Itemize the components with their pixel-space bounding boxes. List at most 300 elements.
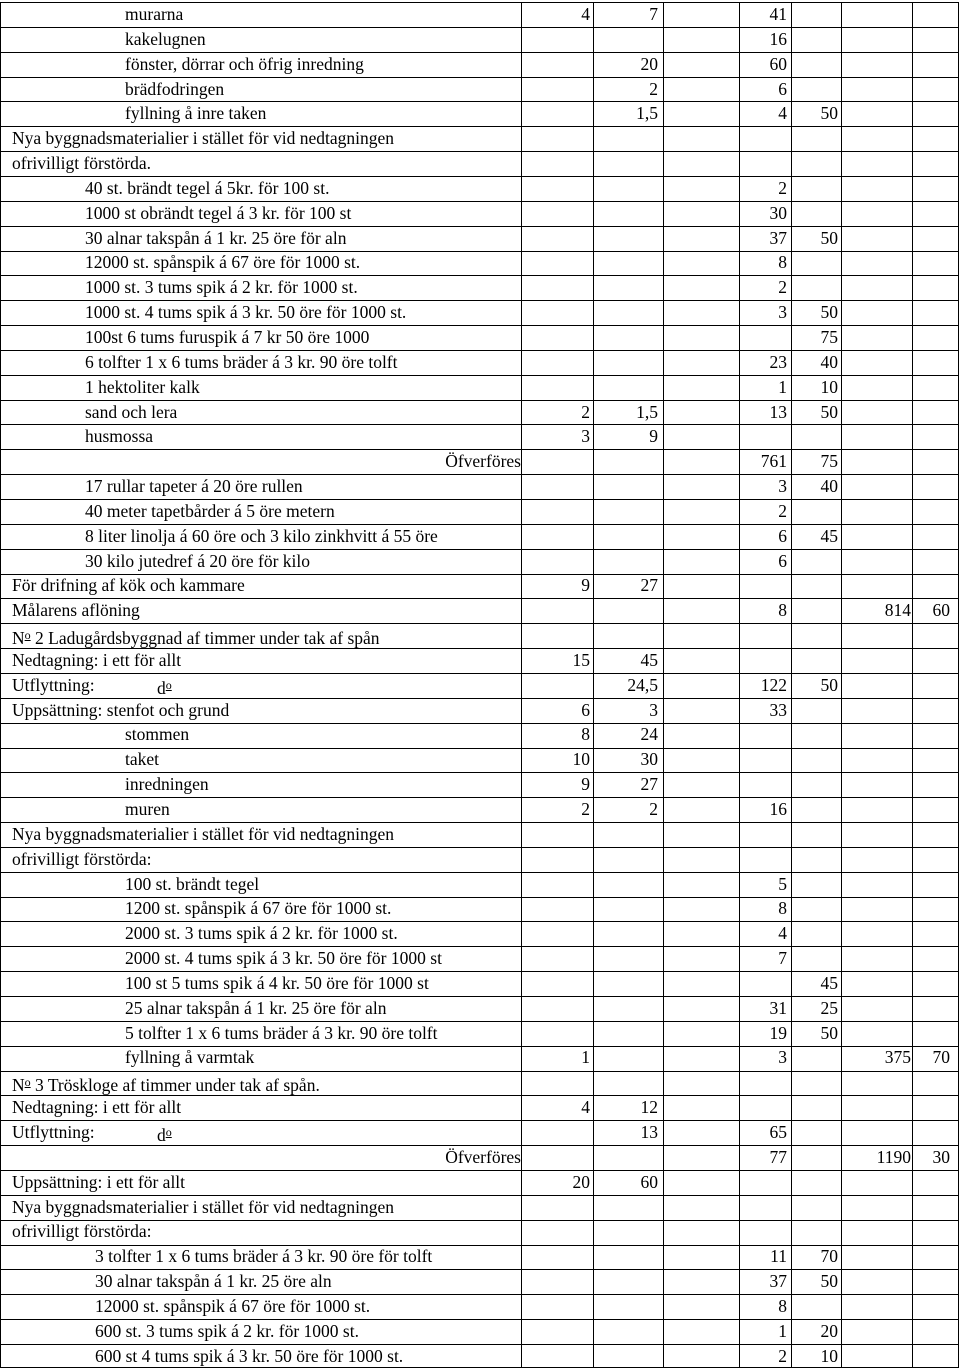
amount-cell-c4: 45 <box>820 525 838 546</box>
ledger-row <box>0 151 960 176</box>
grid-horizontal-line <box>0 524 959 525</box>
row-description-text: sand och lera <box>85 401 178 422</box>
row-description <box>95 1344 403 1369</box>
grid-vertical-line <box>739 2 740 1367</box>
grid-horizontal-line <box>0 375 959 376</box>
row-description-text: Uppsättning: i ett för allt <box>12 1171 186 1192</box>
row-description-text: 1000 st. 3 tums spik á 2 kr. för 1000 st. <box>85 277 358 298</box>
row-description <box>12 648 181 673</box>
ledger-row <box>0 400 960 425</box>
row-description-text: 100st 6 tums furuspik á 7 kr 50 öre 1000 <box>85 326 370 347</box>
row-description <box>125 1021 438 1046</box>
amount-cell-c3: 33 <box>769 699 787 720</box>
grid-horizontal-line <box>0 946 959 947</box>
amount-cell-c2: 45 <box>640 649 658 670</box>
row-description <box>12 1195 394 1220</box>
ledger-row <box>0 549 960 574</box>
row-description-text: 30 alnar takspån á 1 kr. 25 öre aln <box>95 1271 332 1292</box>
row-description-text: muren <box>125 799 170 819</box>
ledger-row <box>0 424 960 449</box>
ledger-row <box>0 1344 960 1369</box>
row-description-text: fyllning å inre taken <box>125 103 267 124</box>
ledger-row <box>0 176 960 201</box>
grid-horizontal-line <box>0 474 959 475</box>
grid-horizontal-line <box>0 1195 959 1196</box>
amount-cell-c3: 41 <box>769 4 787 24</box>
ledger-row <box>0 822 960 847</box>
grid-horizontal-line <box>0 151 959 152</box>
ledger-row <box>0 1170 960 1195</box>
ledger-row <box>0 52 960 77</box>
ledger-row <box>0 648 960 673</box>
amount-cell-c1: 9 <box>581 575 590 596</box>
row-description-text: ofrivilligt förstörda: <box>12 848 152 869</box>
amount-cell-c5: 814 <box>884 600 911 621</box>
grid-horizontal-line <box>0 1269 959 1270</box>
amount-cell-c3: 122 <box>760 674 787 695</box>
amount-cell-c6: 70 <box>932 1047 950 1068</box>
grid-horizontal-line <box>0 971 959 972</box>
amount-cell-c3: 2 <box>778 277 787 298</box>
row-description <box>125 747 159 772</box>
grid-horizontal-line <box>0 400 959 401</box>
row-description <box>125 101 266 126</box>
amount-cell-c4: 75 <box>820 451 838 472</box>
grid-horizontal-line <box>0 52 959 53</box>
amount-cell-c4: 40 <box>820 351 838 372</box>
row-description <box>12 847 152 872</box>
amount-cell-c3: 31 <box>769 997 787 1018</box>
ditto-mark <box>157 673 172 701</box>
row-description-text: murarna <box>125 4 184 24</box>
amount-cell-c3: 3 <box>778 476 787 497</box>
amount-cell-c3: 3 <box>778 302 787 323</box>
ledger-table <box>0 2 960 1368</box>
grid-vertical-line <box>912 2 913 1367</box>
amount-cell-c3: 2 <box>778 1345 787 1366</box>
grid-vertical-line <box>593 2 594 1367</box>
ledger-row <box>0 275 960 300</box>
grid-horizontal-line <box>0 772 959 773</box>
amount-cell-c2: 1,5 <box>636 401 658 422</box>
amount-cell-c3: 4 <box>778 923 787 944</box>
amount-cell-c2: 24 <box>640 724 658 745</box>
grid-horizontal-line <box>0 1046 959 1047</box>
amount-cell-c3: 8 <box>778 1295 787 1316</box>
amount-cell-c1: 4 <box>581 4 590 24</box>
ledger-row <box>0 797 960 822</box>
row-description <box>95 1319 359 1344</box>
amount-cell-c3: 6 <box>778 525 787 546</box>
row-description-text: 12000 st. spånspik á 67 öre för 1000 st. <box>95 1295 371 1316</box>
amount-cell-c3: 2 <box>778 177 787 198</box>
amount-cell-c4: 40 <box>820 476 838 497</box>
amount-cell-c3: 4 <box>778 103 787 124</box>
row-description-text: fönster, dörrar och öfrig inredning <box>125 53 364 74</box>
grid-horizontal-line <box>0 300 959 301</box>
row-description <box>12 126 394 151</box>
row-description-text: Öfverföres <box>445 1146 521 1167</box>
row-description <box>12 623 380 651</box>
amount-cell-c2: 27 <box>640 774 658 795</box>
row-description <box>125 2 183 27</box>
row-description-text: 1000 st obrändt tegel á 3 kr. för 100 st <box>85 202 352 223</box>
ledger-row <box>0 1195 960 1220</box>
grid-horizontal-line <box>0 1220 959 1221</box>
row-description <box>85 424 153 449</box>
row-description <box>12 822 394 847</box>
ledger-row <box>0 1095 960 1120</box>
row-description <box>125 921 398 946</box>
ledger-row <box>0 623 960 648</box>
row-description <box>445 449 521 474</box>
ledger-row <box>0 375 960 400</box>
row-description-text: inredningen <box>125 774 209 795</box>
row-description-rest: 2 Ladugårdsbyggnad af timmer under tak af spån <box>30 628 380 649</box>
grid-horizontal-line <box>0 921 959 922</box>
grid-horizontal-line <box>0 872 959 873</box>
row-description <box>125 797 170 822</box>
grid-horizontal-line <box>0 325 959 326</box>
ledger-row <box>0 1244 960 1269</box>
row-description <box>125 52 364 77</box>
ledger-row <box>0 77 960 102</box>
numero-superscript: o <box>24 1075 31 1090</box>
amount-cell-c1: 2 <box>581 799 590 819</box>
amount-cell-c1: 15 <box>572 649 590 670</box>
ledger-row <box>0 27 960 52</box>
ledger-row <box>0 772 960 797</box>
amount-cell-c3: 11 <box>770 1246 787 1267</box>
ditto-mark <box>157 1120 172 1148</box>
row-description-text: Målarens aflöning <box>12 600 140 621</box>
grid-horizontal-line <box>0 201 959 202</box>
grid-horizontal-line <box>0 226 959 227</box>
amount-cell-c2: 9 <box>649 426 658 447</box>
amount-cell-c3: 77 <box>769 1146 787 1167</box>
row-description-text: ofrivilligt förstörda. <box>12 153 152 174</box>
row-description-text: 1200 st. spånspik á 67 öre för 1000 st. <box>125 898 392 919</box>
ledger-row <box>0 1294 960 1319</box>
row-description <box>12 1095 181 1120</box>
row-description <box>125 872 259 897</box>
row-description-text: N <box>12 628 25 649</box>
amount-cell-c3: 65 <box>769 1121 787 1142</box>
amount-cell-c2: 24,5 <box>627 674 658 695</box>
amount-cell-c4: 20 <box>820 1320 838 1341</box>
ditto-letter: d <box>157 677 166 698</box>
grid-horizontal-line <box>0 598 959 599</box>
grid-vertical-line <box>958 2 959 1367</box>
row-description <box>12 151 151 176</box>
amount-cell-c1: 1 <box>581 1047 590 1068</box>
grid-horizontal-line <box>0 797 959 798</box>
grid-horizontal-line <box>0 1367 959 1368</box>
amount-cell-c3: 37 <box>769 1271 787 1292</box>
grid-horizontal-line <box>0 350 959 351</box>
row-description <box>85 524 438 549</box>
ledger-row <box>0 996 960 1021</box>
row-description-text: 25 alnar takspån á 1 kr. 25 öre för aln <box>125 997 387 1018</box>
ditto-superscript: o <box>165 677 172 692</box>
amount-cell-c6: 60 <box>932 600 950 621</box>
amount-cell-c4: 10 <box>820 376 838 397</box>
ledger-row <box>0 896 960 921</box>
row-description-text: Utflyttning: <box>12 1121 95 1142</box>
row-description-text: 1000 st. 4 tums spik á 3 kr. 50 öre för 1000 st. <box>85 302 407 323</box>
grid-horizontal-line <box>0 897 959 898</box>
amount-cell-c2: 1,5 <box>636 103 658 124</box>
grid-horizontal-line <box>0 424 959 425</box>
grid-horizontal-line <box>0 549 959 550</box>
ledger-row <box>0 499 960 524</box>
amount-cell-c3: 60 <box>769 53 787 74</box>
row-description <box>12 698 229 723</box>
amount-cell-c3: 16 <box>769 28 787 49</box>
amount-cell-c3: 1 <box>778 1320 787 1341</box>
row-description <box>85 549 310 574</box>
grid-horizontal-line <box>0 673 959 674</box>
row-description <box>85 275 358 300</box>
amount-cell-c2: 3 <box>649 699 658 720</box>
amount-cell-c1: 3 <box>581 426 590 447</box>
row-description <box>12 1170 185 1195</box>
ledger-row <box>0 673 960 698</box>
grid-horizontal-line <box>0 1145 959 1146</box>
amount-cell-c5: 1190 <box>876 1146 911 1167</box>
amount-cell-c3: 2 <box>778 500 787 521</box>
row-description <box>125 996 386 1021</box>
row-description <box>125 27 206 52</box>
grid-horizontal-line <box>0 176 959 177</box>
grid-horizontal-line <box>0 1120 959 1121</box>
ditto-superscript: o <box>165 1124 172 1139</box>
row-description-text: 17 rullar tapeter á 20 öre rullen <box>85 476 303 497</box>
grid-horizontal-line <box>0 251 959 252</box>
ledger-row <box>0 872 960 897</box>
amount-cell-c1: 4 <box>581 1097 590 1118</box>
ledger-row <box>0 946 960 971</box>
grid-horizontal-line <box>0 2 959 3</box>
ledger-row <box>0 1269 960 1294</box>
grid-vertical-line <box>663 2 664 1367</box>
grid-horizontal-line <box>0 748 959 749</box>
amount-cell-c2: 27 <box>640 575 658 596</box>
grid-horizontal-line <box>0 126 959 127</box>
row-description-text: 3 tolfter 1 x 6 tums bräder á 3 kr. 90 öre för tolft <box>95 1246 433 1267</box>
amount-cell-c4: 45 <box>820 972 838 993</box>
row-description-text: Nedtagning: i ett för allt <box>12 1097 182 1118</box>
row-description <box>125 896 391 921</box>
ledger-row <box>0 474 960 499</box>
row-description <box>85 325 369 350</box>
row-description-text: 12000 st. spånspik á 67 öre för 1000 st. <box>85 252 361 273</box>
amount-cell-c1: 6 <box>581 699 590 720</box>
ditto-letter: d <box>157 1124 166 1145</box>
amount-cell-c2: 7 <box>649 4 658 24</box>
ledger-row <box>0 1120 960 1145</box>
amount-cell-c2: 60 <box>640 1171 658 1192</box>
amount-cell-c1: 2 <box>581 401 590 422</box>
row-description-text: N <box>12 1075 25 1096</box>
amount-cell-c4: 50 <box>820 103 838 124</box>
ledger-row <box>0 747 960 772</box>
grid-horizontal-line <box>0 77 959 78</box>
amount-cell-c2: 2 <box>649 799 658 819</box>
amount-cell-c1: 8 <box>581 724 590 745</box>
row-description <box>85 350 398 375</box>
grid-horizontal-line <box>0 1319 959 1320</box>
ledger-row <box>0 250 960 275</box>
row-description-text: 8 liter linolja á 60 öre och 3 kilo zinkhvitt á 55 öre <box>85 525 438 546</box>
row-description-text: Nya byggnadsmaterialier i stället för vid nedtagningen <box>12 823 394 844</box>
row-description <box>125 77 224 102</box>
row-description <box>85 250 360 275</box>
row-description <box>95 1244 432 1269</box>
row-description-text: ofrivilligt förstörda: <box>12 1221 152 1242</box>
ledger-row <box>0 971 960 996</box>
row-description-text: husmossa <box>85 426 154 447</box>
amount-cell-c4: 10 <box>820 1345 838 1366</box>
ledger-row <box>0 226 960 251</box>
row-description-text: fyllning å varmtak <box>125 1047 255 1068</box>
row-description-text: 100 st 5 tums spik á 4 kr. 50 öre för 1000 st <box>125 972 429 993</box>
ledger-row <box>0 1145 960 1170</box>
amount-cell-c3: 8 <box>778 252 787 273</box>
amount-cell-c1: 20 <box>572 1171 590 1192</box>
grid-horizontal-line <box>0 648 959 649</box>
ledger-row <box>0 201 960 226</box>
ledger-row <box>0 573 960 598</box>
ledger-row <box>0 1021 960 1046</box>
grid-horizontal-line <box>0 1095 959 1096</box>
amount-cell-c6: 30 <box>932 1146 950 1167</box>
amount-cell-c2: 30 <box>640 749 658 770</box>
row-description-text: Nya byggnadsmaterialier i stället för vid nedtagningen <box>12 1196 394 1217</box>
amount-cell-c2: 13 <box>640 1121 658 1142</box>
amount-cell-c3: 6 <box>778 78 787 99</box>
grid-horizontal-line <box>0 1294 959 1295</box>
ledger-row <box>0 698 960 723</box>
amount-cell-c4: 50 <box>820 227 838 248</box>
row-description <box>12 1070 320 1098</box>
ledger-row <box>0 449 960 474</box>
row-description <box>445 1145 521 1170</box>
grid-horizontal-line <box>0 275 959 276</box>
amount-cell-c1: 10 <box>572 749 590 770</box>
amount-cell-c3: 7 <box>778 948 787 969</box>
amount-cell-c2: 12 <box>640 1097 658 1118</box>
grid-horizontal-line <box>0 996 959 997</box>
row-description <box>85 499 335 524</box>
grid-horizontal-line <box>0 1021 959 1022</box>
amount-cell-c3: 8 <box>778 898 787 919</box>
row-description-text: Nya byggnadsmaterialier i stället för vid nedtagningen <box>12 128 394 149</box>
grid-horizontal-line <box>0 574 959 575</box>
amount-cell-c3: 13 <box>769 401 787 422</box>
grid-vertical-line <box>0 2 1 1367</box>
ledger-row <box>0 1219 960 1244</box>
row-description <box>12 1219 152 1244</box>
ledger-row <box>0 1319 960 1344</box>
amount-cell-c3: 3 <box>778 1047 787 1068</box>
amount-cell-c4: 50 <box>820 302 838 323</box>
ledger-row <box>0 598 960 623</box>
row-description-text: 1 hektoliter kalk <box>85 376 200 397</box>
grid-vertical-line <box>841 2 842 1367</box>
ledger-row <box>0 1045 960 1070</box>
grid-horizontal-line <box>0 822 959 823</box>
row-description-text: brädfodringen <box>125 78 225 99</box>
row-description <box>125 971 429 996</box>
amount-cell-c3: 6 <box>778 550 787 571</box>
amount-cell-c4: 50 <box>820 1022 838 1043</box>
grid-horizontal-line <box>0 847 959 848</box>
grid-horizontal-line <box>0 1071 959 1072</box>
grid-horizontal-line <box>0 101 959 102</box>
grid-horizontal-line <box>0 1344 959 1345</box>
ledger-row <box>0 921 960 946</box>
amount-cell-c3: 5 <box>778 873 787 894</box>
row-description <box>85 201 351 226</box>
row-description-text: 600 st 4 tums spik á 3 kr. 50 öre för 1000 st. <box>95 1345 404 1366</box>
row-description-text: Utflyttning: <box>12 674 95 695</box>
amount-cell-c3: 1 <box>778 376 787 397</box>
grid-horizontal-line <box>0 449 959 450</box>
row-description <box>85 300 406 325</box>
grid-horizontal-line <box>0 698 959 699</box>
row-description <box>85 375 200 400</box>
ledger-row <box>0 1070 960 1095</box>
row-description <box>125 722 189 747</box>
row-description-text: kakelugnen <box>125 28 206 49</box>
amount-cell-c3: 37 <box>769 227 787 248</box>
grid-horizontal-line <box>0 723 959 724</box>
amount-cell-c4: 50 <box>820 1271 838 1292</box>
row-description <box>12 1120 95 1145</box>
row-description-text: 2000 st. 4 tums spik á 3 kr. 50 öre för 1000 st <box>125 948 442 969</box>
ledger-row <box>0 524 960 549</box>
row-description <box>12 573 245 598</box>
grid-vertical-line <box>791 2 792 1367</box>
amount-cell-c3: 19 <box>769 1022 787 1043</box>
row-description <box>95 1269 332 1294</box>
amount-cell-c3: 16 <box>769 799 787 819</box>
row-description-text: 100 st. brändt tegel <box>125 873 260 894</box>
amount-cell-c4: 70 <box>820 1246 838 1267</box>
ledger-row <box>0 350 960 375</box>
ledger-row <box>0 325 960 350</box>
grid-vertical-line <box>521 2 522 1367</box>
numero-superscript: o <box>24 628 31 643</box>
amount-cell-c5: 375 <box>884 1047 911 1068</box>
amount-cell-c3: 8 <box>778 600 787 621</box>
amount-cell-c1: 9 <box>581 774 590 795</box>
row-description-text: 6 tolfter 1 x 6 tums bräder á 3 kr. 90 öre tolft <box>85 351 398 372</box>
amount-cell-c4: 25 <box>820 997 838 1018</box>
grid-horizontal-line <box>0 499 959 500</box>
row-description-text: 40 meter tapetbårder á 5 öre metern <box>85 500 335 521</box>
amount-cell-c4: 50 <box>820 401 838 422</box>
ledger-row <box>0 722 960 747</box>
row-description <box>85 176 329 201</box>
row-description-text: Öfverföres <box>445 451 521 472</box>
amount-cell-c2: 2 <box>649 78 658 99</box>
row-description <box>85 400 177 425</box>
ledger-row <box>0 101 960 126</box>
ledger-row <box>0 300 960 325</box>
row-description-rest: 3 Tröskloge af timmer under tak af spån. <box>30 1075 320 1096</box>
